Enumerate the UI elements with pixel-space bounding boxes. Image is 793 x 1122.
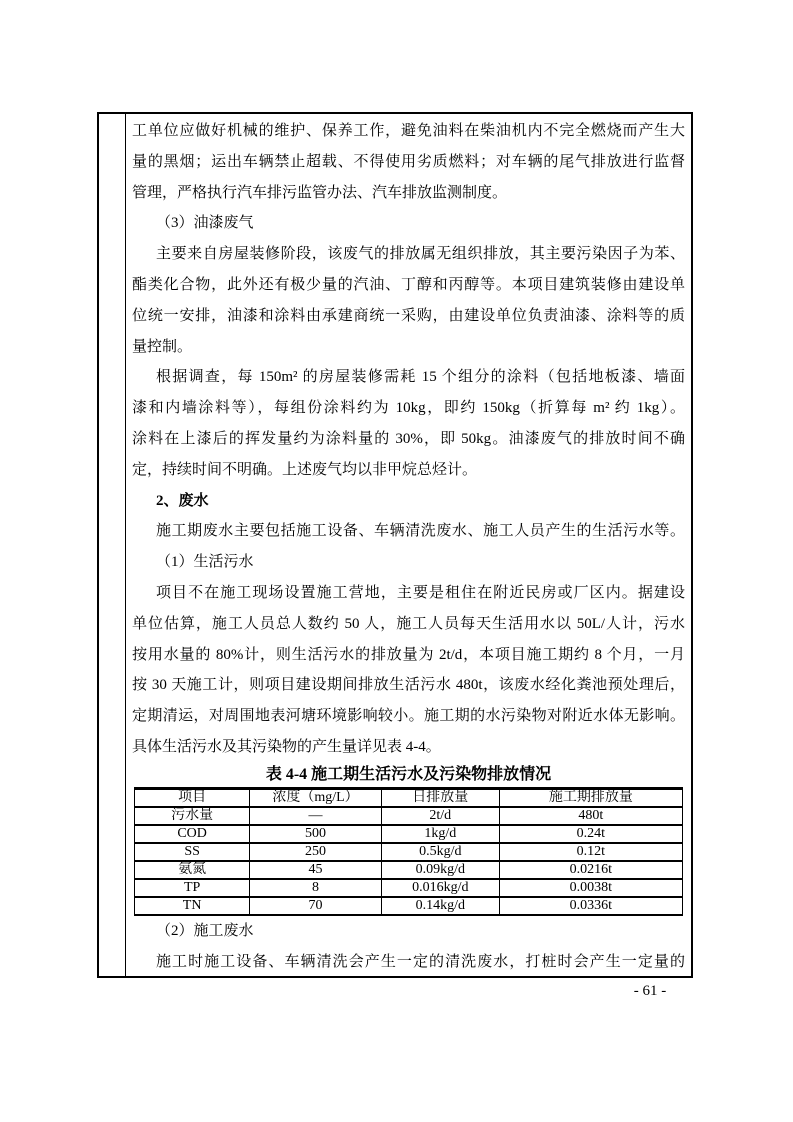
- table-row: [135, 825, 683, 843]
- text-line: （2）施工废水: [156, 922, 254, 939]
- text-line: 漆和内墙涂料等），每组份涂料约为 10kg，即约 150kg（折算每 m² 约 1kg）。: [132, 400, 685, 417]
- table-header-cell: 项目: [135, 788, 250, 807]
- text-line: 管理，严格执行汽车排污监管办法、汽车排放监测制度。: [132, 184, 508, 201]
- section-heading: 2、废水: [156, 492, 209, 509]
- text-line: 工单位应做好机械的维护、保养工作，避免油料在柴油机内不完全燃烧而产生大: [132, 123, 685, 139]
- text-line: 单位估算，施工人员总人数约 50 人，施工人员每天生活用水以 50L/人计，污水: [132, 615, 685, 632]
- text-line: 项目不在施工现场设置施工营地，主要是租住在附近民房或厂区内。据建设: [156, 584, 685, 601]
- table-cell: 2t/d: [381, 807, 499, 825]
- table-row: [135, 861, 683, 879]
- table-cell: 0.0216t: [499, 861, 682, 879]
- text-line: （1）生活污水: [156, 554, 254, 571]
- table-cell: 45: [250, 861, 382, 879]
- text-line: 施工时施工设备、车辆清洗会产生一定的清洗废水，打桩时会产生一定量的: [156, 953, 685, 970]
- text-line: 定期清运，对周围地表河塘环境影响较小。施工期的水污染物对附近水体无影响。: [132, 708, 685, 725]
- text-line: 根据调查，每 150m² 的房屋装修需耗 15 个组分的涂料（包括地板漆、墙面: [156, 369, 685, 386]
- body-text-before-table: [132, 116, 685, 763]
- table-row: [135, 879, 683, 897]
- table-header-cell: 施工期排放量: [499, 788, 682, 807]
- table-row: [135, 807, 683, 825]
- table-cell: 0.0038t: [499, 879, 682, 897]
- table-cell: 污水量: [135, 807, 250, 825]
- text-line: 酯类化合物，此外还有极少量的汽油、丁醇和丙醇等。本项目建筑装修由建设单: [132, 276, 685, 293]
- table-cell: 0.24t: [499, 825, 682, 843]
- text-line: 量控制。: [132, 338, 193, 355]
- table-header-cell: 日排放量: [381, 788, 499, 807]
- left-gutter-column: [99, 114, 126, 976]
- table-cell: 8: [250, 879, 382, 897]
- table-cell: 250: [250, 843, 382, 861]
- table-cell: TN: [135, 897, 250, 915]
- text-line: （3）油漆废气: [156, 215, 254, 232]
- table-cell: 氨氮: [135, 861, 250, 879]
- table-cell: 0.09kg/d: [381, 861, 499, 879]
- table-cell: 0.5kg/d: [381, 843, 499, 861]
- text-line: 施工期废水主要包括施工设备、车辆清洗废水、施工人员产生的生活污水等。: [156, 523, 685, 540]
- text-line: 量的黑烟；运出车辆禁止超载、不得使用劣质燃料；对车辆的尾气排放进行监督: [132, 153, 685, 170]
- table-cell: COD: [135, 825, 250, 843]
- text-line: 按用水量的 80%计，则生活污水的排放量为 2t/d，本项目施工期约 8 个月，一月: [132, 646, 685, 663]
- table-caption: 表 4-4 施工期生活污水及污染物排放情况: [265, 765, 552, 783]
- table-cell: 480t: [499, 807, 682, 825]
- table-row: [135, 897, 683, 915]
- content-frame: [97, 112, 693, 978]
- page-number: - 61 -: [633, 983, 667, 999]
- text-line: 具体生活污水及其污染物的产生量详见表 4-4。: [132, 738, 441, 755]
- table-cell: —: [250, 807, 382, 825]
- table-cell: SS: [135, 843, 250, 861]
- table-cell: 0.016kg/d: [381, 879, 499, 897]
- text-line: 涂料在上漆后的挥发量约为涂料量的 30%，即 50kg。油漆废气的排放时间不确: [132, 430, 685, 447]
- table-header-cell: 浓度（mg/L）: [250, 788, 382, 807]
- table-cell: 0.0336t: [499, 897, 682, 915]
- document-body: [126, 114, 691, 976]
- table-cell: TP: [135, 879, 250, 897]
- table-cell: 70: [250, 897, 382, 915]
- table-cell: 0.14kg/d: [381, 897, 499, 915]
- sewage-table: [134, 787, 683, 916]
- table-row: [135, 843, 683, 861]
- table-cell: 1kg/d: [381, 825, 499, 843]
- sewage-table-head: [135, 788, 683, 807]
- text-line: 定，持续时间不明确。上述废气均以非甲烷总烃计。: [132, 461, 478, 478]
- text-line: 按 30 天施工计，则项目建设期间排放生活污水 480t，该废水经化粪池预处理后，: [132, 677, 685, 694]
- table-header-row: [135, 788, 683, 807]
- text-line: 位统一安排，油漆和涂料由承建商统一采购，由建设单位负责油漆、涂料等的质: [132, 307, 685, 324]
- table-cell: 0.12t: [499, 843, 682, 861]
- table-cell: 500: [250, 825, 382, 843]
- text-line: 主要来自房屋装修阶段，该废气的排放属无组织排放，其主要污染因子为苯、: [156, 246, 685, 263]
- body-text-after-table: [132, 916, 685, 976]
- sewage-table-body: [135, 807, 683, 915]
